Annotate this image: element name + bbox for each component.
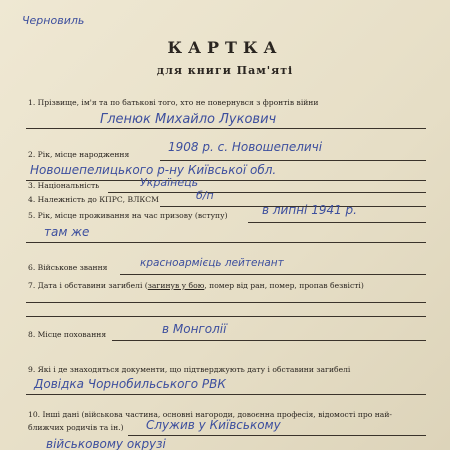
field-4-value: б/п — [196, 189, 214, 202]
field-8-label: 8. Місце поховання — [28, 330, 107, 339]
field-6-value: красноармієць лейтенант — [140, 257, 284, 269]
field-5-line1 — [248, 222, 426, 223]
field-9-value: Довідка Чорнобильського РВК — [34, 377, 226, 391]
field-3-label: 3. Національність — [28, 181, 100, 190]
field-1-line — [26, 128, 426, 129]
field-8-line — [112, 340, 426, 341]
field-1-value: Гленюк Михайло Лукович — [100, 112, 277, 127]
field-1-label: 1. Прізвище, ім'я та по батькові того, хто не повернувся з фронтів війни — [28, 98, 319, 107]
field-5-label: 5. Рік, місце проживання на час призову (вступу) — [28, 211, 228, 220]
field-5-value-line1: в липні 1941 р. — [262, 203, 357, 217]
field-7-label — [28, 281, 364, 290]
field-3-line — [108, 192, 426, 193]
card-subtitle: для книги Пам'яті — [156, 64, 294, 77]
field-9-label: 9. Які і де знаходяться документи, що підтверджують дату і обставини загибелі — [28, 365, 351, 374]
field-7-line1 — [26, 302, 426, 303]
field-6-label: 6. Військове звання — [28, 263, 108, 272]
card-title: КАРТКА — [167, 38, 283, 57]
field-7-line2 — [26, 316, 426, 317]
field-2-value-line1: 1908 р. с. Новошепеличі — [168, 140, 323, 154]
field-2-value-line2: Новошепелицького р-ну Київської обл. — [30, 163, 277, 177]
field-2-line1 — [160, 160, 426, 161]
field-10-label-line1: 10. Інші дані (військова частина, основні нагороди, довоєнна професія, відомості про най- — [28, 410, 392, 419]
field-10-value-line2: військовому окрузі — [46, 437, 166, 450]
field-3-value: Українець — [140, 176, 199, 189]
field-10-label-line2: ближчих родичів та ін.) — [28, 423, 124, 432]
corner-handwritten-note: Черновиль — [22, 14, 85, 27]
field-10-line1 — [128, 435, 426, 436]
field-7-label-post: , помер від ран, помер, пропав безвісті) — [204, 281, 364, 290]
field-2-label: 2. Рік, місце народження — [28, 150, 130, 159]
field-5-line2 — [26, 242, 426, 243]
field-4-label: 4. Належність до КПРС, ВЛКСМ — [28, 195, 159, 204]
field-6-line — [120, 274, 426, 275]
field-7-underlined-option: загинув у бою — [147, 281, 205, 290]
field-5-value-line2: там же — [44, 225, 90, 239]
field-10-value-line1: Служив у Київському — [146, 418, 281, 432]
field-8-value: в Монголії — [162, 322, 227, 336]
field-9-line — [26, 394, 426, 395]
field-7-label-pre: 7. Дата і обставини загибелі ( — [28, 281, 148, 290]
